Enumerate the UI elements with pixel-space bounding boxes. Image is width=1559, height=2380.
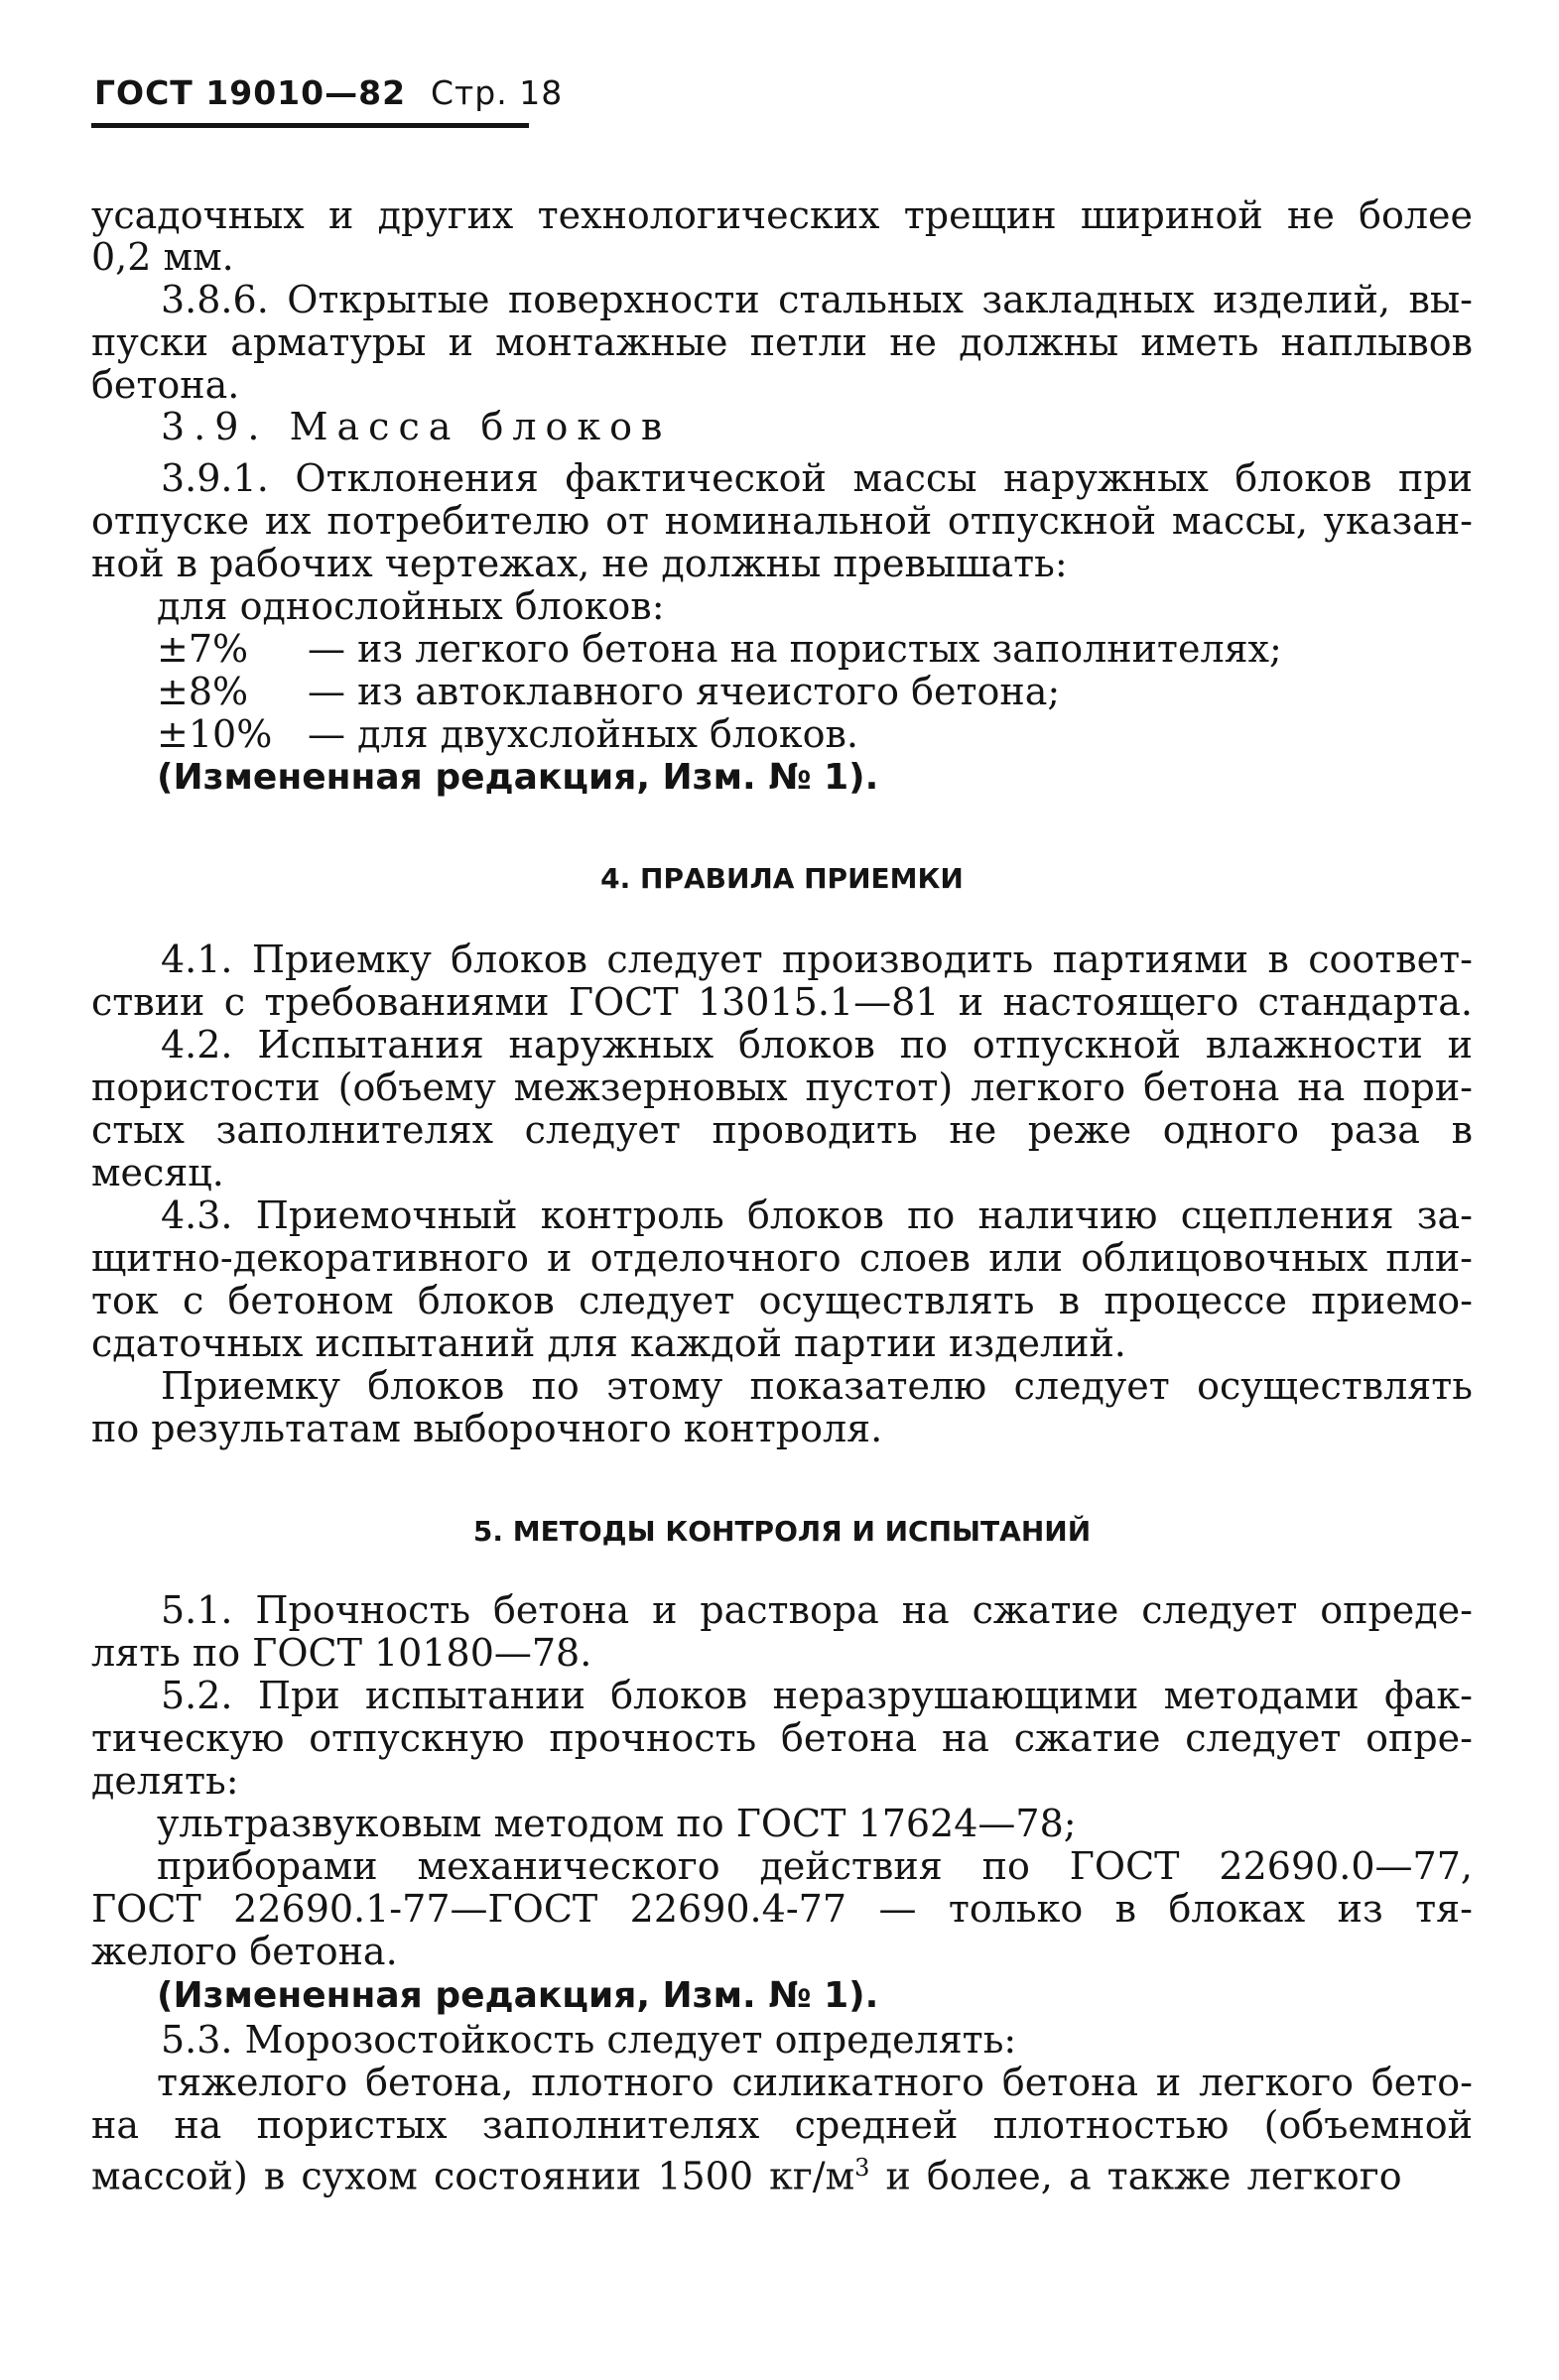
text-line: 5.1. Прочность бетона и раствора на сжатие следует опреде- [161,1588,1473,1632]
text-line: ток с бетоном блоков следует осуществлять в процессе приемо- [91,1279,1473,1322]
text-line: стых заполнителях следует проводить не реже одного раза в [91,1108,1473,1152]
section-heading: 5. МЕТОДЫ КОНТРОЛЯ И ИСПЫТАНИЙ [472,1515,1092,1548]
text-line: щитно-декоративного и отделочного слоев или облицовочных пли- [91,1236,1473,1280]
amendment-note: (Измененная редакция, Изм. № 1). [157,1975,879,2016]
tolerance-value: ±8% [157,670,249,713]
text-line: 3.9.1. Отклонения фактической массы наружных блоков при [161,456,1473,500]
text-line: ной в рабочих чертежах, не должны превышать: [91,542,1068,585]
tolerance-value: ±10% [157,712,273,756]
text-line: тическую отпускную прочность бетона на сжатие следует опре- [91,1716,1473,1760]
text-line: ствии с требованиями ГОСТ 13015.1—81 и настоящего стандарта. [91,980,1473,1024]
text-fragment: и более, а также легкого [869,2154,1402,2198]
text-line: Приемку блоков по этому показателю следует осуществлять [161,1364,1473,1408]
text-line: 0,2 мм. [91,235,234,279]
text-line: бетона. [91,363,240,407]
tolerance-text: — из легкого бетона на пористых заполнителях; [308,627,1282,671]
tolerance-item [157,625,1282,673]
text-line: отпуске их потребителю от номинальной отпускной массы, указан- [91,499,1473,543]
text-line: пуски арматуры и монтажные петли не должны иметь наплывов [91,320,1473,364]
text-line: 4.1. Приемку блоков следует производить партиями в соответ- [161,938,1473,981]
text-line: 4.2. Испытания наружных блоков по отпускной влажности и [161,1023,1473,1066]
page-header [94,73,563,112]
text-line: усадочных и других технологических трещин шириной не более [91,193,1473,237]
text-line [91,2144,1473,2198]
text-line: желого бетона. [91,1930,398,1973]
text-line: для однослойных блоков: [157,584,665,628]
tolerance-value: ±7% [157,627,249,671]
text-line: лять по ГОСТ 10180—78. [91,1631,592,1675]
text-line: 3.8.6. Открытые поверхности стальных закладных изделий, вы- [161,278,1473,321]
text-line: ГОСТ 22690.1-77—ГОСТ 22690.4-77 — только в блоках из тя- [91,1887,1473,1931]
superscript: 3 [854,2154,870,2182]
section-heading: 4. ПРАВИЛА ПРИЕМКИ [600,862,964,895]
text-line: месяц. [91,1151,224,1194]
text-line: 4.3. Приемочный контроль блоков по наличию сцепления за- [161,1193,1473,1237]
text-line: 5.2. При испытании блоков неразрушающими методами фак- [161,1674,1473,1717]
amendment-note: (Измененная редакция, Изм. № 1). [157,757,879,798]
text-fragment: массой) в сухом состоянии 1500 кг/м [91,2154,855,2198]
text-line: тяжелого бетона, плотного силикатного бетона и легкого бето- [157,2061,1473,2104]
text-line: по результатам выборочного контроля. [91,1407,883,1450]
tolerance-item [157,710,858,758]
text-line: сдаточных испытаний для каждой партии изделий. [91,1321,1126,1365]
header-rule [91,123,529,128]
subsection-title: 3.9. Масса блоков [161,405,672,448]
text-line: 5.3. Морозостойкость следует определять: [161,2018,1017,2062]
text-line: на на пористых заполнителях средней плотностью (объемной [91,2103,1473,2147]
tolerance-item [157,668,1060,715]
text-line: приборами механического действия по ГОСТ 22690.0—77, [157,1844,1473,1888]
page-number: Стр. 18 [431,73,564,112]
text-line: пористости (объему межзерновых пустот) легкого бетона на пори- [91,1065,1473,1109]
standard-number: ГОСТ 19010—82 [94,73,407,112]
text-line: делять: [91,1759,239,1803]
tolerance-text: — из автоклавного ячеистого бетона; [308,670,1061,713]
tolerance-text: — для двухслойных блоков. [308,712,858,756]
text-line: ультразвуковым методом по ГОСТ 17624—78; [157,1802,1077,1845]
